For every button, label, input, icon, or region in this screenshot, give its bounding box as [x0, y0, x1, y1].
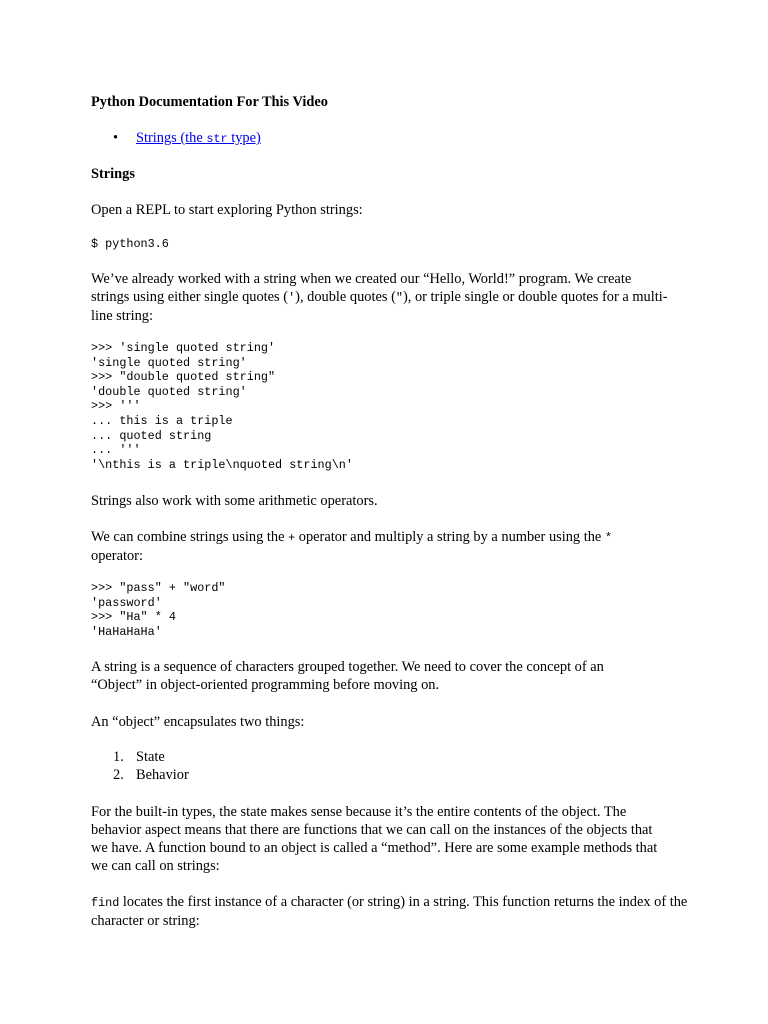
- code-block-quotes: >>> 'single quoted string' 'single quoted string' >>> "double quoted string" 'double quoted string' >>> ''' ... this is a triple ... quoted string ... ''' '\nthis is a triple\nquoted string\n': [91, 341, 353, 472]
- strings-doc-link[interactable]: [136, 129, 261, 148]
- paragraph-text: locates the first instance of a character (or string) in a string. This function returns the index of the character or string:: [91, 894, 688, 929]
- list-item-label: Behavior: [136, 767, 189, 783]
- paragraph-text: operator and multiply a string by a number using the: [295, 529, 605, 545]
- object-paragraph: An “object” encapsulates two things:: [91, 714, 305, 730]
- list-number: 2.: [113, 767, 124, 783]
- list-number: 1.: [113, 749, 124, 765]
- sequence-paragraph: A string is a sequence of characters grouped together. We need to cover the concept of an “Object” in object-oriented programming before moving on.: [91, 659, 604, 693]
- list-item: [91, 748, 691, 766]
- quotes-paragraph: [91, 270, 671, 325]
- code-block-arithmetic: >>> "pass" + "word" 'password' >>> "Ha" * 4 'HaHaHaHa': [91, 581, 226, 639]
- intro-paragraph: Open a REPL to start exploring Python strings:: [91, 202, 363, 218]
- paragraph-text: We can combine strings using the: [91, 529, 289, 545]
- paragraph-text: ), or triple single or double quotes for a multi-line string:: [91, 289, 668, 324]
- link-list: [91, 129, 691, 147]
- inline-code: ': [288, 291, 296, 305]
- inline-code: find: [91, 896, 120, 910]
- inline-code: *: [604, 531, 613, 545]
- bullet-icon: •: [113, 130, 119, 146]
- paragraph-text: operator:: [91, 548, 143, 564]
- page-heading: Python Documentation For This Video: [91, 94, 328, 110]
- section-title: Strings: [91, 166, 135, 182]
- list-item: [91, 766, 691, 784]
- paragraph-text: We’ve already worked with a string when we created our “Hello, World!” program. We create strings using either single quotes (: [91, 271, 632, 305]
- inline-code: +: [288, 531, 296, 545]
- combine-paragraph: [91, 528, 651, 565]
- list-item: [91, 129, 691, 147]
- list-item-label: State: [136, 749, 165, 765]
- link-text: type): [227, 130, 261, 146]
- inline-code: ": [395, 291, 403, 305]
- shell-command: $ python3.6: [91, 237, 169, 251]
- arithmetic-paragraph: Strings also work with some arithmetic operators.: [91, 493, 378, 509]
- paragraph-text: ), double quotes (: [295, 289, 396, 305]
- find-paragraph: [91, 893, 691, 930]
- link-text: Strings (the: [136, 130, 207, 146]
- link-code: str: [206, 132, 228, 146]
- builtin-paragraph: For the built-in types, the state makes sense because it’s the entire contents of the object. The behavior aspect means that there are functions that we can call on the instances of the objects that we have. A function bound to an object is called a “method”. Here are some example methods that we can call on strings:: [91, 804, 658, 874]
- numbered-list: [91, 748, 691, 784]
